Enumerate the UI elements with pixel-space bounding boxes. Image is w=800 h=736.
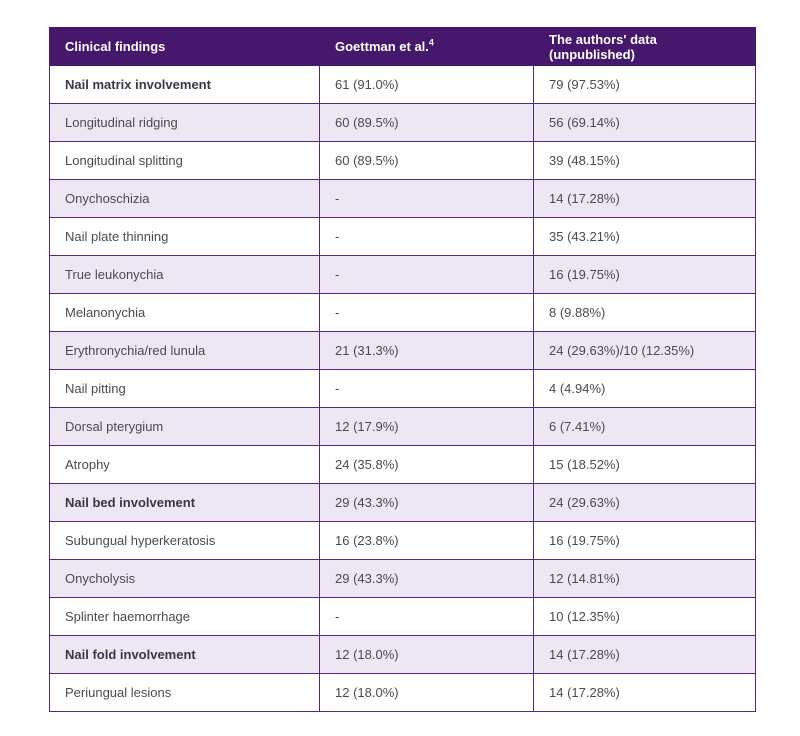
table-row xyxy=(50,370,756,408)
authors-cell: 8 (9.88%) xyxy=(534,294,756,332)
finding-cell: Subungual hyperkeratosis xyxy=(50,522,320,560)
finding-cell: Atrophy xyxy=(50,446,320,484)
authors-cell: 15 (18.52%) xyxy=(534,446,756,484)
table-row xyxy=(50,142,756,180)
goettman-cell: 61 (91.0%) xyxy=(320,66,534,104)
finding-cell: Nail bed involvement xyxy=(50,484,320,522)
finding-cell: Dorsal pterygium xyxy=(50,408,320,446)
goettman-cell: 12 (17.9%) xyxy=(320,408,534,446)
goettman-cell: 16 (23.8%) xyxy=(320,522,534,560)
table-row xyxy=(50,218,756,256)
table-row xyxy=(50,522,756,560)
table-row xyxy=(50,294,756,332)
table-row xyxy=(50,446,756,484)
authors-cell: 6 (7.41%) xyxy=(534,408,756,446)
column-header-clinical-findings xyxy=(50,28,320,66)
goettman-cell: 24 (35.8%) xyxy=(320,446,534,484)
goettman-cell: - xyxy=(320,598,534,636)
authors-cell: 16 (19.75%) xyxy=(534,256,756,294)
table-row xyxy=(50,332,756,370)
column-header-label: Goettman et al. xyxy=(335,39,429,54)
authors-cell: 14 (17.28%) xyxy=(534,674,756,712)
column-header-goettman xyxy=(320,28,534,66)
finding-cell: Onycholysis xyxy=(50,560,320,598)
table-row xyxy=(50,636,756,674)
table-row xyxy=(50,674,756,712)
finding-cell: Onychoschizia xyxy=(50,180,320,218)
table-row xyxy=(50,560,756,598)
goettman-cell: 29 (43.3%) xyxy=(320,560,534,598)
finding-cell: Nail plate thinning xyxy=(50,218,320,256)
goettman-cell: - xyxy=(320,370,534,408)
authors-cell: 10 (12.35%) xyxy=(534,598,756,636)
column-header-label: The authors' data (unpublished) xyxy=(549,31,657,62)
table-row xyxy=(50,104,756,142)
goettman-cell: 60 (89.5%) xyxy=(320,142,534,180)
goettman-cell: 12 (18.0%) xyxy=(320,674,534,712)
column-header-label: Clinical findings xyxy=(65,39,166,54)
goettman-cell: 12 (18.0%) xyxy=(320,636,534,674)
finding-cell: Periungual lesions xyxy=(50,674,320,712)
authors-cell: 39 (48.15%) xyxy=(534,142,756,180)
goettman-cell: 21 (31.3%) xyxy=(320,332,534,370)
authors-cell: 56 (69.14%) xyxy=(534,104,756,142)
finding-cell: Melanonychia xyxy=(50,294,320,332)
finding-cell: Nail matrix involvement xyxy=(50,66,320,104)
authors-cell: 79 (97.53%) xyxy=(534,66,756,104)
clinical-findings-table-container xyxy=(49,27,756,712)
authors-cell: 4 (4.94%) xyxy=(534,370,756,408)
finding-cell: Longitudinal ridging xyxy=(50,104,320,142)
table-row xyxy=(50,408,756,446)
goettman-cell: - xyxy=(320,218,534,256)
authors-cell: 35 (43.21%) xyxy=(534,218,756,256)
authors-cell: 24 (29.63%) xyxy=(534,484,756,522)
finding-cell: Splinter haemorrhage xyxy=(50,598,320,636)
authors-cell: 16 (19.75%) xyxy=(534,522,756,560)
authors-cell: 12 (14.81%) xyxy=(534,560,756,598)
clinical-findings-table xyxy=(49,27,756,712)
goettman-cell: 60 (89.5%) xyxy=(320,104,534,142)
goettman-cell: - xyxy=(320,256,534,294)
table-row xyxy=(50,598,756,636)
table-row xyxy=(50,484,756,522)
header-row xyxy=(50,28,756,66)
table-row xyxy=(50,66,756,104)
goettman-cell: - xyxy=(320,180,534,218)
finding-cell: Erythronychia/red lunula xyxy=(50,332,320,370)
authors-cell: 14 (17.28%) xyxy=(534,180,756,218)
finding-cell: Nail pitting xyxy=(50,370,320,408)
citation-superscript: 4 xyxy=(428,37,434,48)
column-header-authors-data xyxy=(534,28,756,66)
finding-cell: Longitudinal splitting xyxy=(50,142,320,180)
finding-cell: Nail fold involvement xyxy=(50,636,320,674)
goettman-cell: - xyxy=(320,294,534,332)
goettman-cell: 29 (43.3%) xyxy=(320,484,534,522)
table-row xyxy=(50,180,756,218)
finding-cell: True leukonychia xyxy=(50,256,320,294)
table-row xyxy=(50,256,756,294)
authors-cell: 14 (17.28%) xyxy=(534,636,756,674)
authors-cell: 24 (29.63%)/10 (12.35%) xyxy=(534,332,756,370)
